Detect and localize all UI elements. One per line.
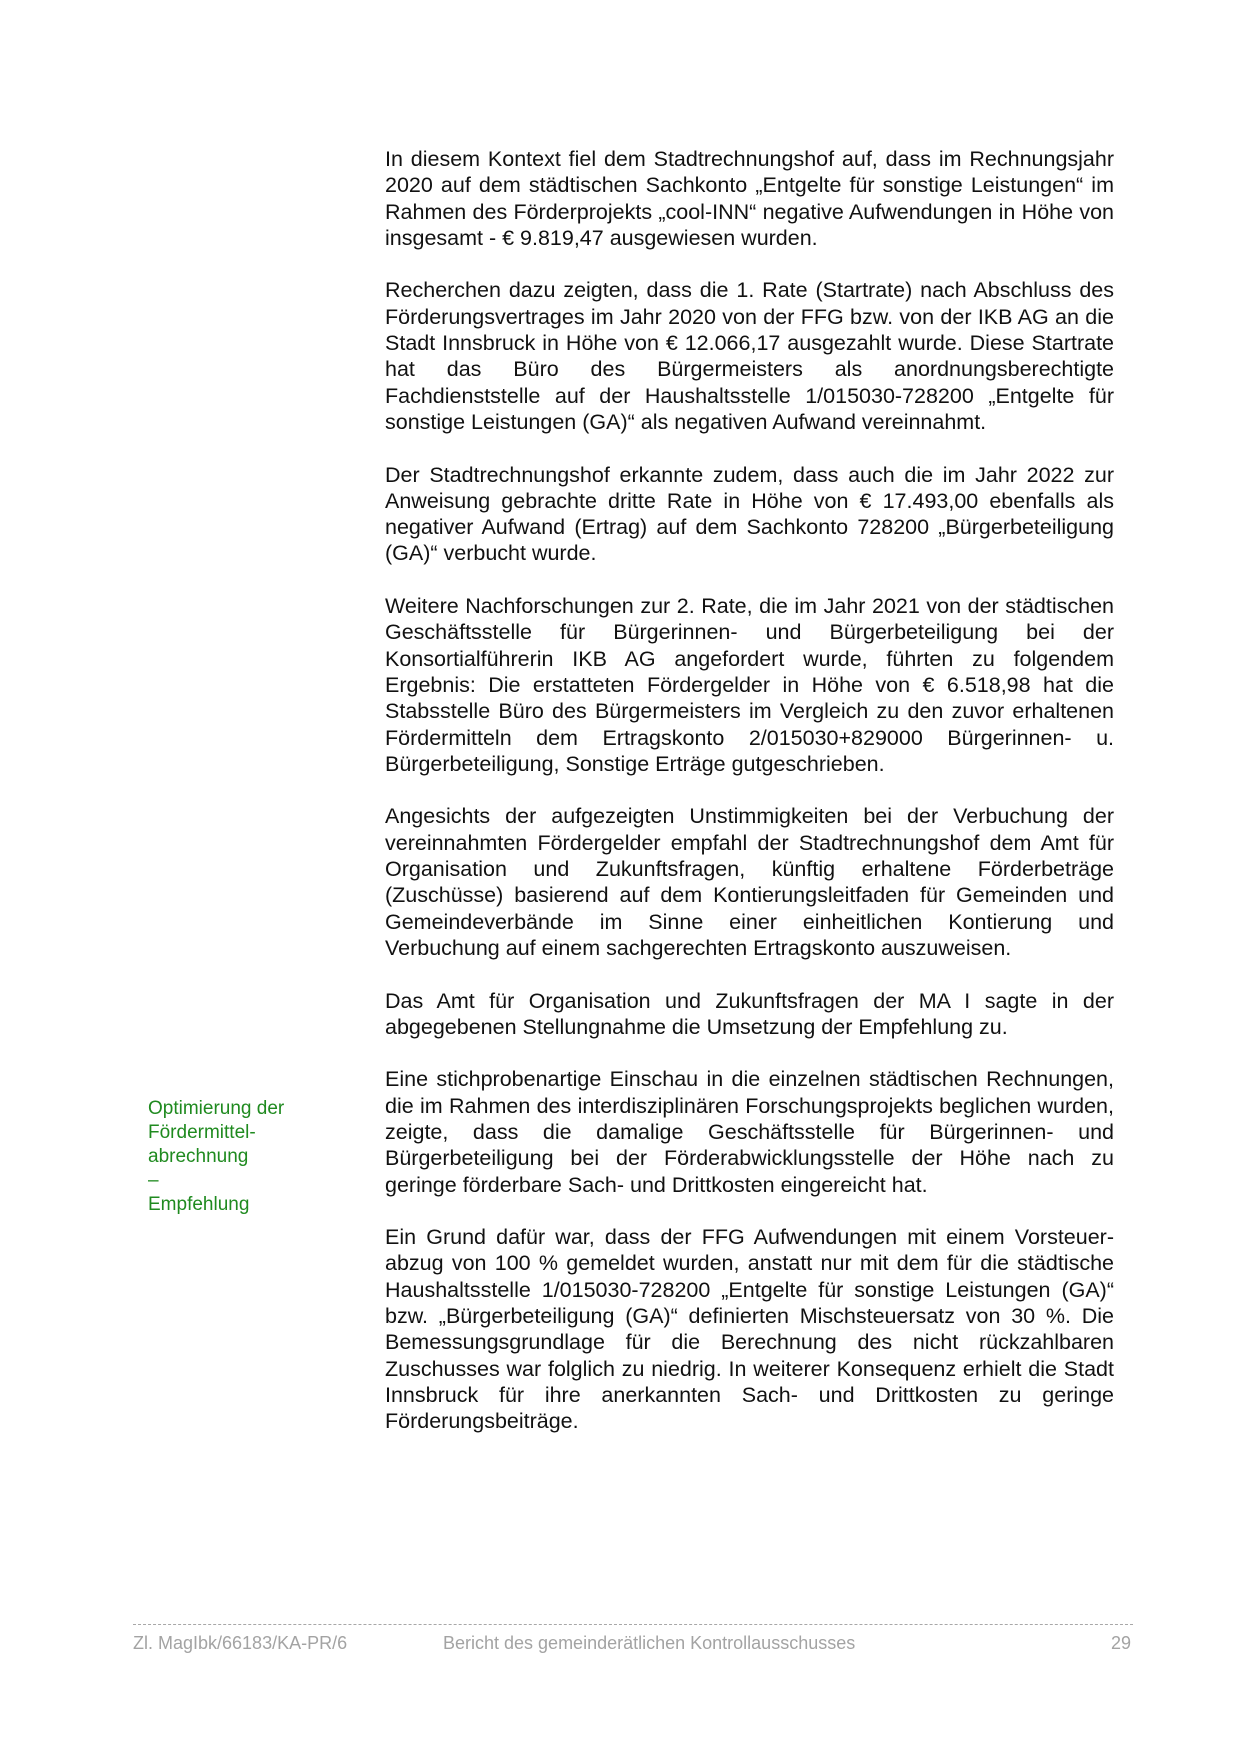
footer-divider bbox=[133, 1624, 1133, 1625]
paragraph-reason: Ein Grund dafür war, dass der FFG Aufwendungen mit einem Vorsteuerabzug von 100 % gemeldet wurden, anstatt nur mit dem für die städtische Haushaltsstelle 1/015030-728200 „Entgelte für sonstige Leistungen (GA)“ bzw. „Bürgerbeteiligung (GA)“ definierten Mischsteuersatz von 30 %. Die Bemessungsgrundlage für die Berechnung des nicht rückzahlbaren Zuschusses war folglich zu niedrig. In weiterer Konsequenz erhielt die Stadt Innsbruck für ihre anerkannten Sach- und Drittkosten zu geringe Förderungsbeiträge. bbox=[385, 1225, 1114, 1434]
margin-heading-line: Optimierung der bbox=[148, 1098, 285, 1119]
paragraph-recommendation: Angesichts der aufgezeigten Unstimmigkeiten bei der Verbuchung der vereinnahmten Fördergelder empfahl der Stadtrechnungshof dem Amt für Organisation und Zukunftsfragen, künftig erhaltene Förderbeträge (Zuschüsse) basierend auf dem Kontierungsleitfaden für Gemeinden und Gemeindeverbände im Sinne einer einheitlichen Kontierung und Verbuchung auf einem sachgerechten Ertragskonto auszuweisen. bbox=[385, 804, 1114, 960]
margin-heading-line: – bbox=[148, 1170, 159, 1191]
margin-heading-line: Fördermittel- bbox=[148, 1122, 256, 1143]
paragraph-negative-expenses: In diesem Kontext fiel dem Stadtrechnungshof auf, dass im Rechnungsjahr 2020 auf dem städtischen Sachkonto „Entgelte für sonstige Leistungen“ im Rahmen des Förderprojekts „cool-INN“ negative Aufwendungen in Höhe von insgesamt - € 9.819,47 ausgewiesen wurden. bbox=[385, 147, 1114, 250]
paragraph-sample-review: Eine stichprobenartige Einschau in die einzelnen städtischen Rechnungen, die im Rahmen des interdisziplinären Forschungsprojekts beglichen wurden, zeigte, dass die damalige Geschäftsstelle für Bürgerinnen- und Bürgerbeteiligung bei der Förderabwicklungsstelle der Höhe nach zu geringe förderbare Sach- und Drittkosten eingereicht hat. bbox=[385, 1067, 1114, 1197]
paragraph-first-rate: Recherchen dazu zeigten, dass die 1. Rate (Startrate) nach Abschluss des Förderungsvertrages im Jahr 2020 von der FFG bzw. von der IKB AG an die Stadt Innsbruck in Höhe von € 12.066,17 ausgezahlt wurde. Diese Startrate hat das Büro des Bürgermeisters als anordnungsberechtigte Fachdienststelle auf der Haushaltsstelle 1/015030-728200 „Entgelte für sonstige Leistungen (GA)“ als negativen Aufwand vereinnahmt. bbox=[385, 278, 1114, 434]
page-number: 29 bbox=[1110, 1633, 1131, 1653]
report-title: Bericht des gemeinderätlichen Kontrollausschusses bbox=[443, 1633, 856, 1653]
paragraph-statement: Das Amt für Organisation und Zukunftsfragen der MA I sagte in der abgegebenen Stellungnahme die Umsetzung der Empfehlung zu. bbox=[385, 988, 1114, 1039]
margin-heading-line: abrechnung bbox=[148, 1146, 249, 1167]
document-reference: Zl. MagIbk/66183/KA-PR/6 bbox=[133, 1633, 348, 1653]
body-text bbox=[385, 146, 1114, 1461]
margin-heading bbox=[148, 1097, 348, 1217]
page-footer bbox=[133, 1632, 1133, 1656]
paragraph-second-rate: Weitere Nachforschungen zur 2. Rate, die im Jahr 2021 von der städtischen Geschäftsstelle für Bürgerinnen- und Bürgerbeteiligung bei der Konsortialführerin IKB AG angefordert wurde, führten zu folgendem Ergebnis: Die erstatteten Fördergelder in Höhe von € 6.518,98 hat die Stabsstelle Büro des Bürgermeisters im Vergleich zu den zuvor erhaltenen Fördermitteln dem Ertragskonto 2/015030+829000 Bürgerinnen- u. Bürgerbeteiligung, Sonstige Erträge gutgeschrieben. bbox=[385, 594, 1114, 776]
margin-heading-line: Empfehlung bbox=[148, 1194, 250, 1215]
paragraph-third-rate: Der Stadtrechnungshof erkannte zudem, dass auch die im Jahr 2022 zur Anweisung gebrachte dritte Rate in Höhe von € 17.493,00 ebenfalls als negativer Aufwand (Ertrag) auf dem Sachkonto 728200 „Bürgerbeteiligung (GA)“ verbucht wurde. bbox=[385, 462, 1114, 566]
